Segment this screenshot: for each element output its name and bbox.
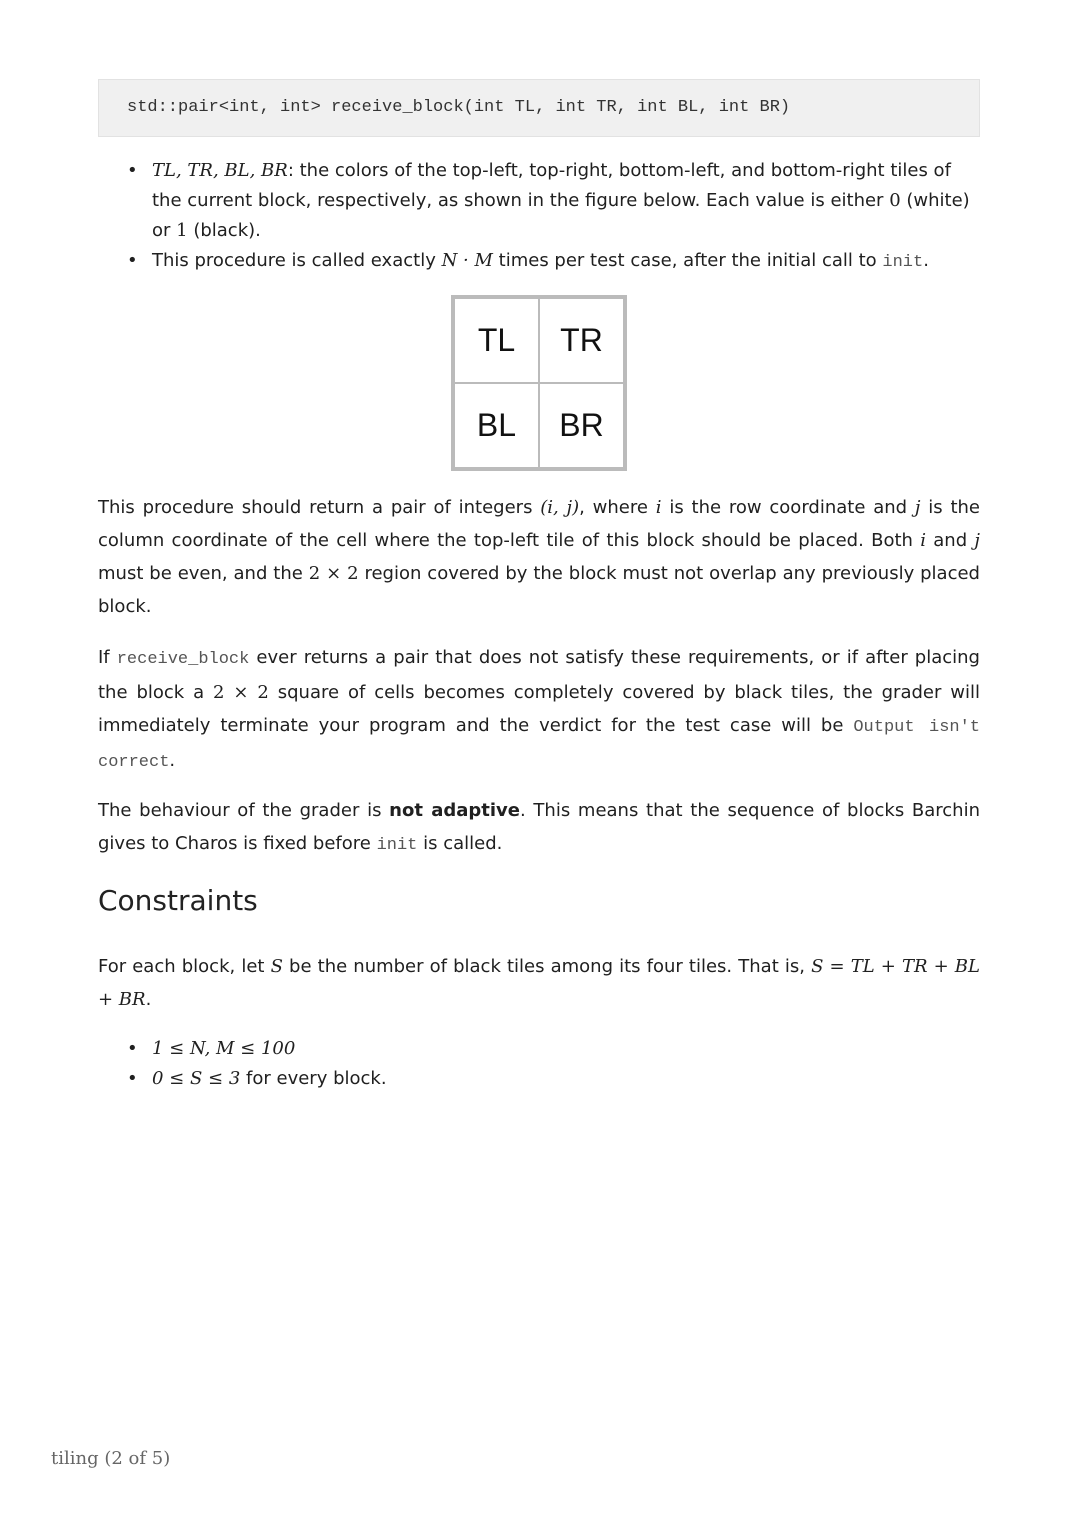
parameter-bullet: • TL, TR, BL, BR: the colors of the top-left, top-right, bottom-left, and bottom-right tiles of the current block, respectively, as shown in the figure below. Each value is either 0 (white) or 1 (black).	[98, 156, 980, 246]
adaptive-paragraph: The behaviour of the grader is not adaptive. This means that the sequence of blocks Barchin gives to Charos is fixed before init is called.	[98, 800, 981, 855]
function-signature: std::pair<int, int> receive_block(int TL, int TR, int BL, int BR)	[98, 79, 980, 137]
call-count-bullet: • This procedure is called exactly N · M times per test case, after the initial call to init.	[98, 246, 980, 278]
constraint-list	[98, 1034, 980, 1094]
parameter-list	[98, 156, 980, 278]
verdict-code: Output isn't correct	[98, 718, 981, 772]
init-code: init	[376, 836, 418, 855]
block-tile-diagram	[451, 295, 627, 471]
tile-top-left: TL	[454, 298, 539, 383]
grader-paragraph: If receive_block ever returns a pair that does not satisfy these requirements, or if after placing the block a 2 × 2 square of cells becomes completely covered by black tiles, the grader will immediately terminate your program and the verdict for the test case will be Output isn't correct.	[98, 647, 981, 772]
constraints-paragraph: For each block, let S be the number of black tiles among its four tiles. That is, S = TL + TR + BL + BR.	[98, 956, 980, 1010]
parameter-names: TL, TR, BL, BR	[152, 160, 288, 181]
tile-top-right: TR	[539, 298, 624, 383]
return-value-paragraph: This procedure should return a pair of integers (i, j), where i is the row coordinate and j is the column coordinate of the cell where the top-left tile of this block should be placed. Both i and j must be even, and the 2 × 2 region covered by the block must not overlap any previously placed block.	[98, 497, 981, 617]
tile-bottom-right: BR	[539, 383, 624, 468]
tile-bottom-left: BL	[454, 383, 539, 468]
not-adaptive-bold: not adaptive	[389, 800, 520, 821]
init-code: init	[882, 253, 924, 272]
constraint-item: • 1 ≤ N, M ≤ 100	[98, 1034, 980, 1064]
constraints-heading: Constraints	[98, 884, 258, 917]
page-footer: tiling (2 of 5)	[51, 1448, 171, 1469]
receive-block-code: receive_block	[116, 650, 250, 669]
constraint-item: • 0 ≤ S ≤ 3 for every block.	[98, 1064, 980, 1094]
